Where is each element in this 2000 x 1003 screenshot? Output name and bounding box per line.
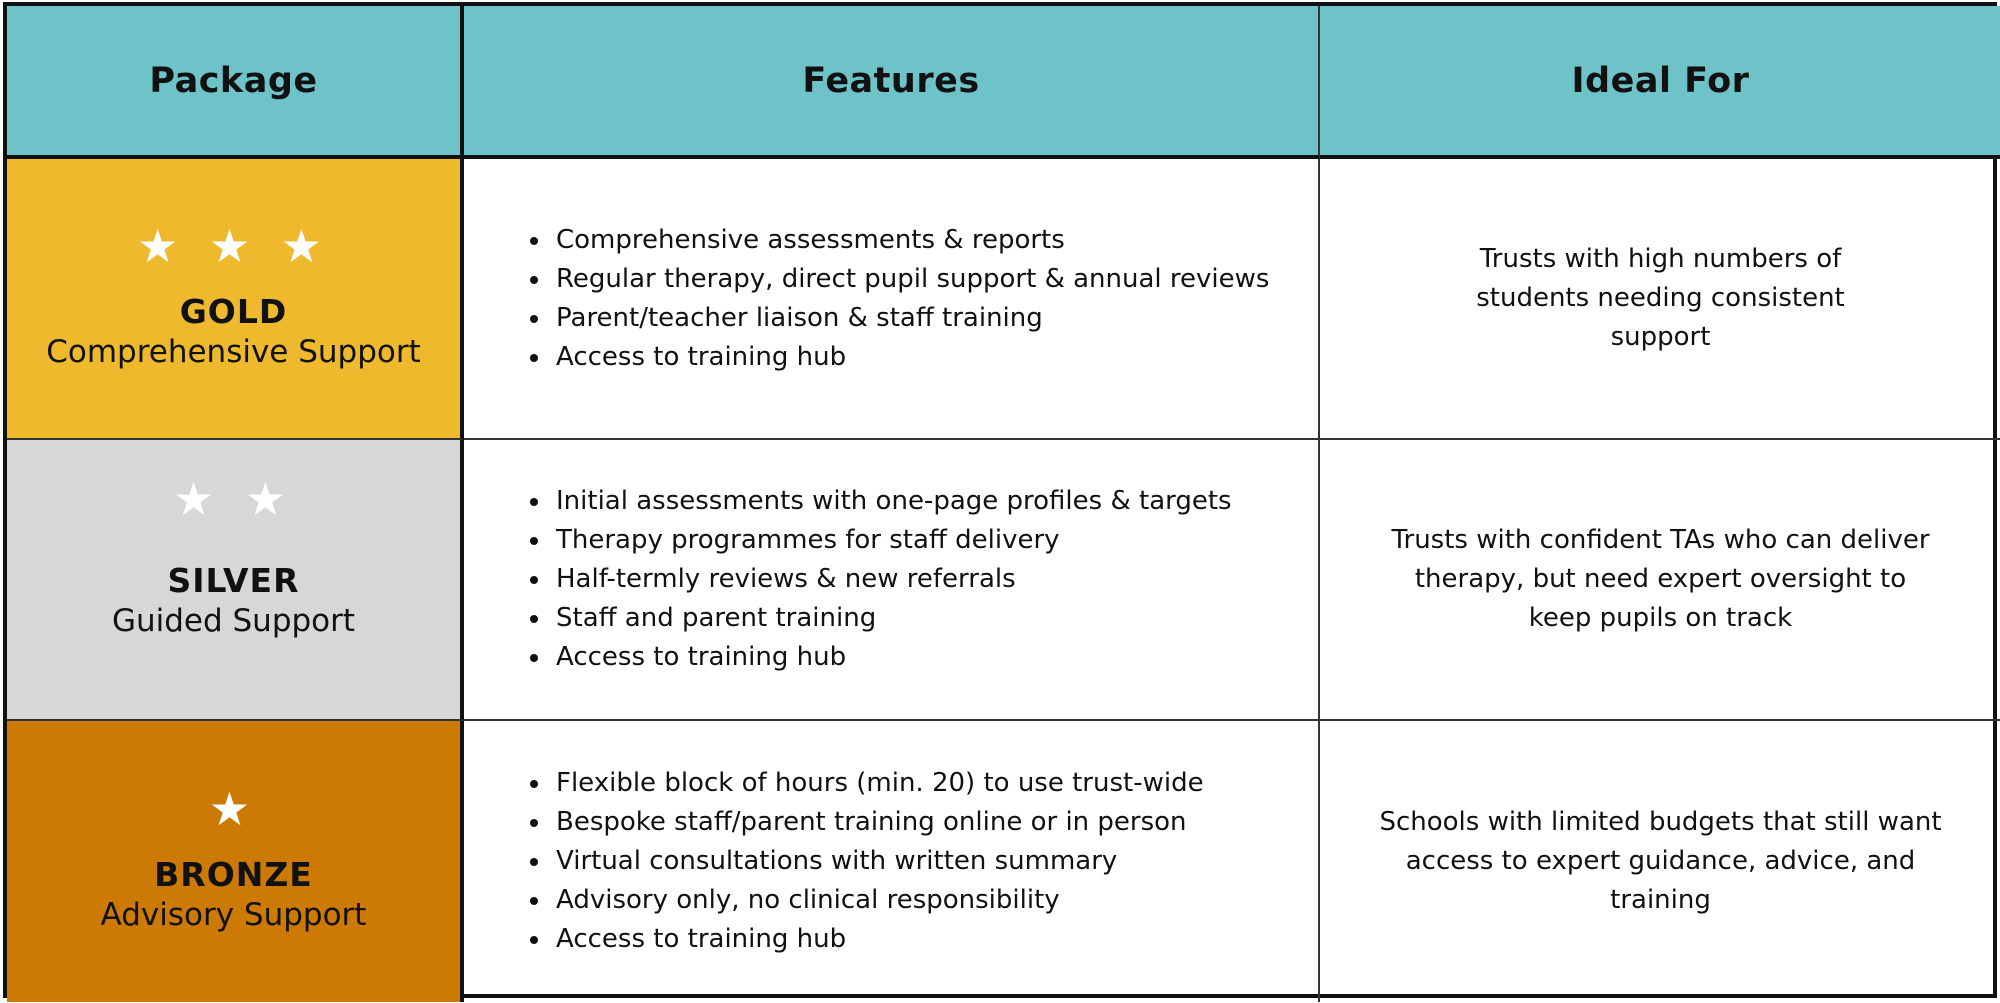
ideal-for-text-silver: Trusts with confident TAs who can deliver therapy, but need expert oversight to keep pupils on track (1391, 525, 1930, 633)
features-list-silver (464, 482, 1232, 677)
feature-item: • Flexible block of hours (min. 20) to use trust-wide (552, 764, 1204, 803)
one-star-icon: ★ (208, 781, 259, 836)
feature-item: • Access to training hub (552, 638, 1232, 677)
feature-item: • Access to training hub (552, 920, 1204, 959)
feature-item: • Virtual consultations with written summary (552, 842, 1204, 881)
tier-subtitle-silver: Guided Support (111, 603, 356, 640)
ideal-for-cell-gold (1320, 159, 2000, 440)
feature-item: • Staff and parent training (552, 599, 1232, 638)
header-ideal-for-label: Ideal For (1571, 60, 1750, 101)
header-features-label: Features (802, 60, 980, 101)
tier-name-gold: GOLD (179, 291, 288, 331)
feature-item: • Access to training hub (552, 338, 1269, 377)
features-cell-gold (464, 159, 1320, 440)
feature-item: • Initial assessments with one-page profiles & targets (552, 482, 1232, 521)
header-package (7, 6, 464, 159)
header-features (464, 6, 1320, 159)
package-cell-gold (7, 159, 464, 440)
package-cell-silver (7, 440, 464, 721)
features-list-bronze (464, 764, 1204, 959)
three-stars-icon: ★ ★ ★ (137, 218, 330, 273)
tier-name-bronze: BRONZE (154, 854, 313, 894)
feature-item: • Parent/teacher liaison & staff training (552, 299, 1269, 338)
tier-name-silver: SILVER (167, 560, 300, 600)
feature-item: • Bespoke staff/parent training online or in person (552, 803, 1204, 842)
header-ideal-for (1320, 6, 2000, 159)
packages-table (3, 2, 1997, 998)
ideal-for-cell-bronze (1320, 721, 2000, 1002)
two-stars-icon: ★ ★ (172, 471, 295, 526)
features-list-gold (464, 221, 1269, 377)
tier-subtitle-gold: Comprehensive Support (46, 334, 421, 371)
features-cell-bronze (464, 721, 1320, 1002)
feature-item: • Regular therapy, direct pupil support & annual reviews (552, 260, 1269, 299)
package-cell-bronze (7, 721, 464, 1002)
ideal-for-text-bronze: Schools with limited budgets that still want access to expert guidance, advice, and training (1379, 807, 1942, 915)
feature-item: • Advisory only, no clinical responsibility (552, 881, 1204, 920)
header-package-label: Package (149, 60, 318, 101)
ideal-for-cell-silver (1320, 440, 2000, 721)
feature-item: • Half-termly reviews & new referrals (552, 560, 1232, 599)
features-cell-silver (464, 440, 1320, 721)
ideal-for-text-gold: Trusts with high numbers of students needing consistent support (1476, 244, 1845, 352)
feature-item: • Comprehensive assessments & reports (552, 221, 1269, 260)
feature-item: • Therapy programmes for staff delivery (552, 521, 1232, 560)
tier-subtitle-bronze: Advisory Support (100, 897, 367, 934)
